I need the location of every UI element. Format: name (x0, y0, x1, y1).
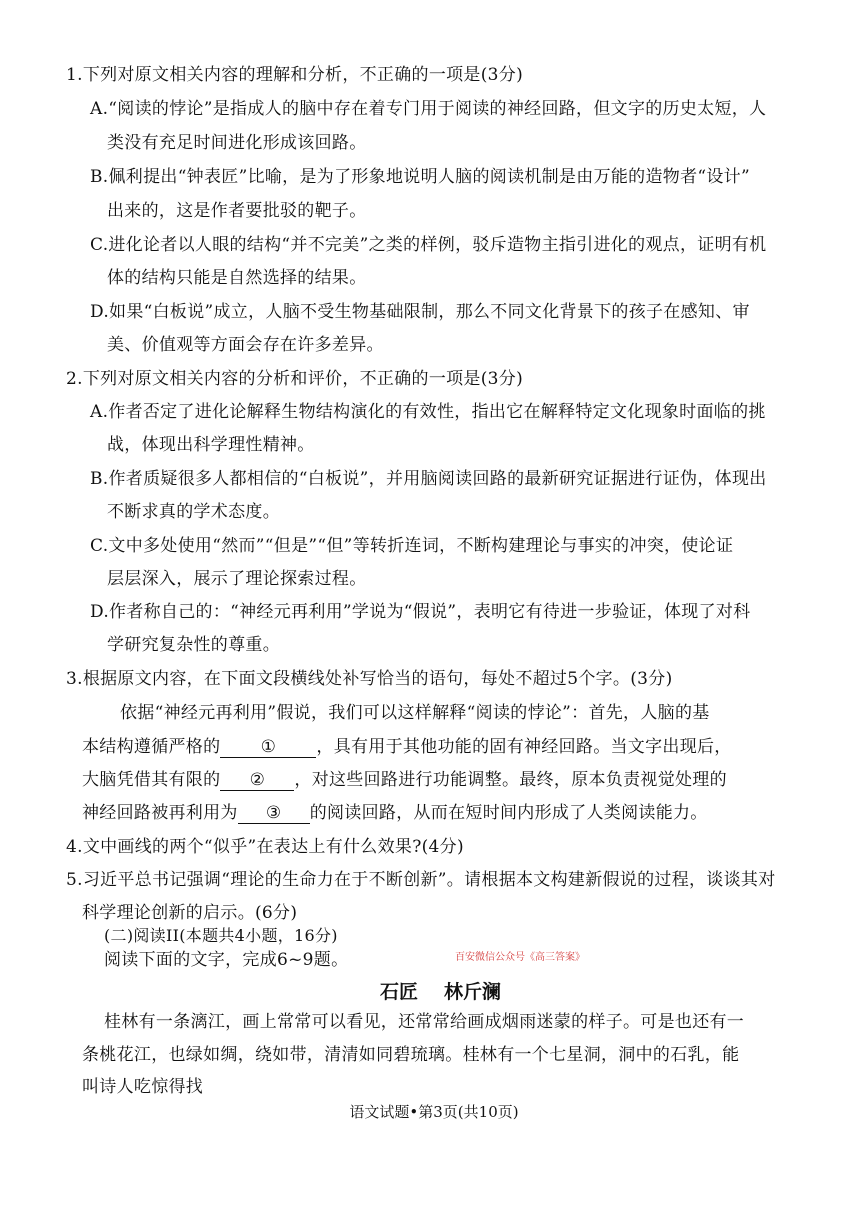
q3-passage-line-1: 依据“神经元再利用”假说，我们可以这样解释“阅读的悖论”：首先，人脑的基 (120, 703, 710, 723)
q2-option-a: A.作者否定了进化论解释生物结构演化的有效性，指出它在解释特定文化现象时面临的挑 (90, 402, 766, 422)
q2-option-c-cont: 层层深入，展示了理论探索过程。 (107, 569, 367, 589)
q5-stem-cont: 科学理论创新的启示。(6分) (82, 903, 298, 923)
q3-passage-line-4 (82, 802, 708, 824)
q1-option-a: A.“阅读的悖论”是指成人的脑中存在着专门用于阅读的神经回路，但文字的历史太短，人 (90, 99, 767, 119)
q1-option-d-cont: 美、价值观等方面会存在许多差异。 (107, 335, 384, 355)
story-line-3: 叫诗人吃惊得找 (82, 1077, 204, 1097)
story-author: 林斤澜 (444, 981, 502, 1003)
q1-option-b: B.佩利提出“钟表匠”比喻，是为了形象地说明人脑的阅读机制是由万能的造物者“设计” (90, 167, 750, 187)
q2-option-b-cont: 不断求真的学术态度。 (107, 502, 280, 522)
q3-passage-line-2 (82, 736, 732, 758)
q2-option-d: D.作者称自己的：“神经元再利用”学说为“假说”，表明它有待进一步验证，体现了对科 (90, 602, 751, 622)
fill-blank-1[interactable]: ① (220, 737, 316, 758)
q3-passage-line-3 (82, 769, 727, 791)
q3-text: 大脑凭借其有限的 (82, 770, 221, 790)
q3-text: ，具有用于其他功能的固有神经回路。当文字出现后， (316, 737, 732, 757)
story-line-1: 桂林有一条漓江，画上常常可以看见，还常常给画成烟雨迷蒙的样子。可是也还有一 (104, 1012, 745, 1032)
q2-option-b: B.作者质疑很多人都相信的“白板说”，并用脑阅读回路的最新研究证据进行证伪，体现出 (90, 469, 767, 489)
q5-stem: 5.习近平总书记强调“理论的生命力在于不断创新”。请根据本文构建新假说的过程，谈谈其对 (66, 870, 776, 890)
q2-option-a-cont: 战，体现出科学理性精神。 (107, 435, 315, 455)
q3-text: ，对这些回路进行功能调整。最终，原本负责视觉处理的 (294, 770, 727, 790)
q1-option-c-cont: 体的结构只能是自然选择的结果。 (107, 268, 367, 288)
section-instruction: 阅读下面的文字，完成6~9题。 (104, 950, 349, 970)
fill-blank-2[interactable]: ② (220, 770, 294, 791)
watermark-text: 百安微信公众号《高三答案》 (455, 952, 585, 963)
story-line-2: 条桃花江，也绿如绸，绕如带，清清如同碧琉璃。桂林有一个七星洞，洞中的石乳，能 (82, 1045, 740, 1065)
q4-stem: 4.文中画线的两个“似乎”在表达上有什么效果?(4分) (66, 837, 464, 857)
q2-option-c: C.文中多处使用“然而”“但是”“但”等转折连词，不断构建理论与事实的冲突，使论证 (90, 536, 734, 556)
q2-option-d-cont: 学研究复杂性的尊重。 (107, 635, 280, 655)
q1-option-a-cont: 类没有充足时间进化形成该回路。 (107, 133, 367, 153)
section-heading: (二)阅读II(本题共4小题，16分) (104, 926, 338, 945)
q1-option-d: D.如果“白板说”成立，人脑不受生物基础限制，那么不同文化背景下的孩子在感知、审 (90, 302, 750, 322)
q3-text: 的阅读回路，从而在短时间内形成了人类阅读能力。 (309, 803, 708, 823)
q1-stem: 1.下列对原文相关内容的理解和分析，不正确的一项是(3分) (66, 65, 523, 85)
q1-option-c: C.进化论者以人眼的结构“并不完美”之类的样例，驳斥造物主指引进化的观点，证明有机 (90, 235, 767, 255)
story-title-text: 石匠 (380, 981, 419, 1003)
q1-option-b-cont: 出来的，这是作者要批驳的靶子。 (107, 201, 367, 221)
fill-blank-3[interactable]: ③ (238, 803, 310, 824)
q2-stem: 2.下列对原文相关内容的分析和评价，不正确的一项是(3分) (66, 369, 523, 389)
page-footer: 语文试题•第3页(共10页) (349, 1103, 519, 1121)
q3-text: 本结构遵循严格的 (82, 737, 221, 757)
q3-text: 神经回路被再利用为 (82, 803, 238, 823)
story-title (380, 977, 501, 1004)
q3-stem: 3.根据原文内容，在下面文段横线处补写恰当的语句，每处不超过5个字。(3分) (66, 669, 673, 689)
